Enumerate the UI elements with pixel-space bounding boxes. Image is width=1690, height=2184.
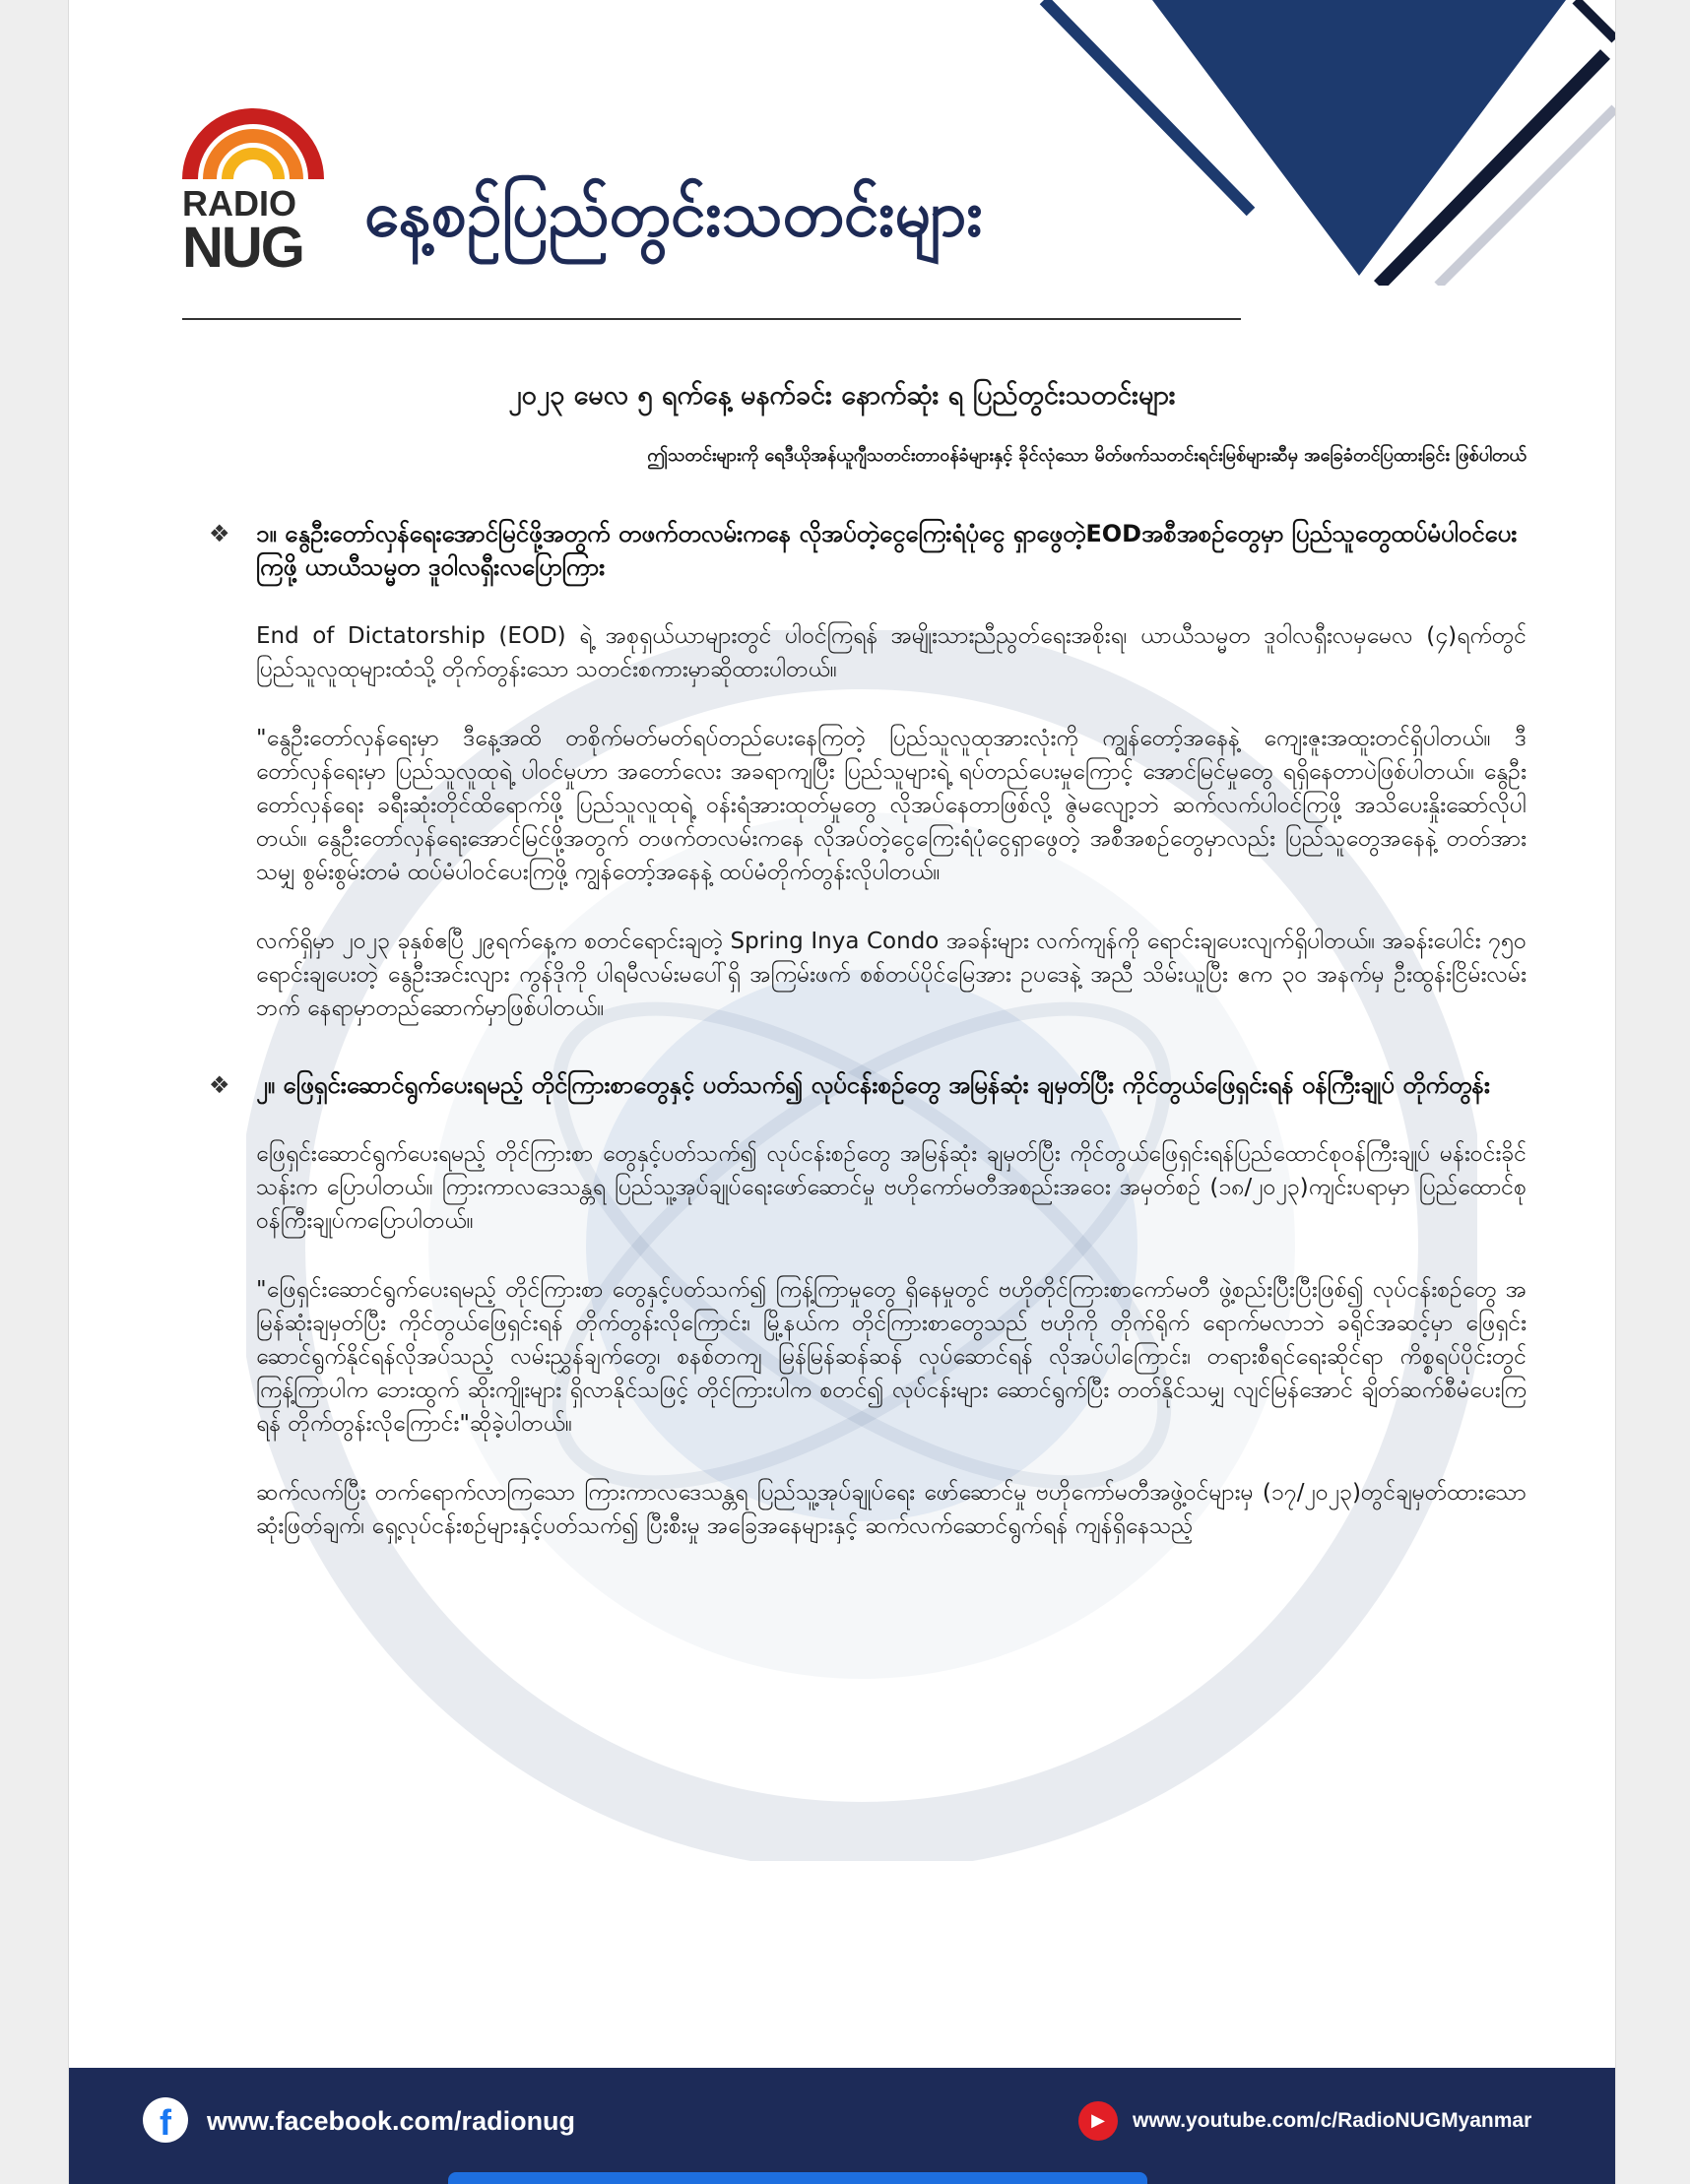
article-1-paragraph-1: End of Dictatorship (EOD) ရဲ့ အစုရှယ်ယာများတွင် ပါဝင်ကြရန် အမျိုးသားညီညွတ်ရေးအစိုးရ၊ ယာယီသမ္မတ ဒူဝါလရှီးလမှမေလ (၄)ရက်တွင် ပြည်သူလူထုများထံသို့ တိုက်တွန်းသော သတင်းစကားမှာဆိုထားပါတယ်။ <box>256 623 1527 682</box>
article-1-paragraph-3: လက်ရှိမှာ ၂၀၂၃ ခုနှစ်ဧပြီ ၂၉ရက်နေ့က စတင်ရောင်းချတဲ့ Spring Inya Condo အခန်းများ လက်ကျန်ကို ရောင်းချပေးလျက်ရှိပါတယ်။ အခန်းပေါင်း ၇၅၀ ရောင်းချပေးတဲ့ နွေဦးအင်းလျား ကွန်ဒိုကို ပါရမီလမ်းမပေါ်ရှိ အကြမ်းဖက် စစ်တပ်ပိုင်မြေအား ဥပဒေနဲ့ အညီ သိမ်းယူပြီး ဧက ၃၀ အနက်မှ ဦးထွန်းငြိမ်းလမ်းဘက် နေရာမှာတည်ဆောက်မှာဖြစ်ပါတယ်။ <box>256 929 1527 1021</box>
article-content <box>209 517 1527 1543</box>
article-2-paragraph-1: ဖြေရှင်းဆောင်ရွက်ပေးရမည့် တိုင်ကြားစာ တွေနှင့်ပတ်သက်၍ လုပ်ငန်းစဉ်တွေ အမြန်ဆုံး ချမှတ်ပြီး ကိုင်တွယ်ဖြေရှင်းရန်ပြည်ထောင်စုဝန်ကြီးချုပ် မန်းဝင်းခိုင်သန်းက ပြောပါတယ်။ ကြားကာလဒေသန္တရ ပြည်သူ့အုပ်ချုပ်ရေးဖော်ဆောင်မှု ဗဟိုကော်မတီအစည်းအဝေး အမှတ်စဉ် (၁၈/၂၀၂၃)ကျင်းပရာမှာ ပြည်ထောင်စုဝန်ကြီးချုပ်ကပြောပါတယ်။ <box>256 1141 1527 1234</box>
youtube-link[interactable]: www.youtube.com/c/RadioNUGMyanmar <box>1133 2109 1532 2132</box>
article-1-headline: ၁။ နွေဦးတော်လှန်ရေးအောင်မြင်ဖို့အတွက် တဖက်တလမ်းကနေ လိုအပ်တဲ့ငွေကြေးရံပုံငွေ ရှာဖွေတဲ့EODအစီအစဉ်တွေမှာ ပြည်သူတွေထပ်မံပါဝင်ပေးကြဖို့ ယာယီသမ္မတ ဒူဝါလရှီးလပြောကြား <box>256 520 1518 581</box>
source-note: ဤသတင်းများကို ရေဒီယိုအန်ယူဂျီသတင်းတာဝန်ခံများနှင့် ခိုင်လုံသော မိတ်ဖက်သတင်းရင်းမြစ်များဆီမှ အခြေခံတင်ပြထားခြင်း ဖြစ်ပါတယ် <box>647 445 1527 466</box>
article-2-paragraph-2: "ဖြေရှင်းဆောင်ရွက်ပေးရမည့် တိုင်ကြားစာ တွေနှင့်ပတ်သက်၍ ကြန့်ကြာမှုတွေ ရှိနေမှုတွင် ဗဟိုတိုင်ကြားစာကော်မတီ ဖွဲ့စည်းပြီးပြီးဖြစ်၍ လုပ်ငန်းစဉ်တွေ အမြန်ဆုံးချမှတ်ပြီး ကိုင်တွယ်ဖြေရှင်းရန် တိုက်တွန်းလိုကြောင်း၊ မြို့နယ်က တိုင်ကြားစာတွေသည် ဗဟိုကို တိုက်ရိုက် ရောက်မလာဘဲ ခရိုင်အဆင့်မှာ ဖြေရှင်းဆောင်ရွက်နိုင်ရန်လိုအပ်သည့် လမ်းညွှန်ချက်တွေ၊ စနစ်တကျ မြန်မြန်ဆန်ဆန် လုပ်ဆောင်ရန် လိုအပ်ပါကြောင်း၊ တရားစီရင်ရေးဆိုင်ရာ ကိစ္စရပ်ပိုင်းတွင် ကြန့်ကြာပါက ဘေးထွက် ဆိုးကျိုးများ ရှိလာနိုင်သဖြင့် တိုင်ကြားပါက စတင်၍ လုပ်ငန်းများ ဆောင်ရွက်ပြီး တတ်နိုင်သမျှ လျင်မြန်အောင် ချိတ်ဆက်စီမံပေးကြရန် တိုက်တွန်းလိုကြောင်း"ဆိုခဲ့ပါတယ်။ <box>256 1277 1527 1437</box>
article-2-headline: ၂။ ဖြေရှင်းဆောင်ရွက်ပေးရမည့် တိုင်ကြားစာတွေနှင့် ပတ်သက်၍ လုပ်ငန်းစဉ်တွေ အမြန်ဆုံး ချမှတ်ပြီး ကိုင်တွယ်ဖြေရှင်းရန် ဝန်ကြီးချုပ် တိုက်တွန်း <box>256 1071 1490 1099</box>
logo-radio-text: RADIO <box>182 183 296 224</box>
news-page <box>69 0 1615 2184</box>
footer-bar <box>69 2068 1615 2184</box>
facebook-link[interactable]: www.facebook.com/radionug <box>207 2106 576 2136</box>
radio-nug-logo <box>182 108 325 281</box>
page-title: နေ့စဉ်ပြည်တွင်းသတင်းများ <box>364 178 983 251</box>
article-headline <box>209 1068 1527 1102</box>
title-divider <box>182 318 1241 320</box>
diamond-bullet-icon: ❖ <box>209 520 230 547</box>
logo-nug-text: NUG <box>182 216 303 280</box>
news-date-heading: ၂၀၂၃ မေလ ၅ ရက်နေ့ မနက်ခင်း နောက်ဆုံး ရ ပြည်တွင်းသတင်းများ <box>508 380 1176 411</box>
footer-accent-bar <box>448 2172 1147 2184</box>
article-headline <box>209 517 1527 584</box>
diamond-bullet-icon: ❖ <box>209 1071 230 1099</box>
facebook-icon[interactable]: f <box>143 2097 188 2143</box>
broadcast-arcs-icon <box>182 108 325 187</box>
article-2-paragraph-3: ဆက်လက်ပြီး တက်ရောက်လာကြသော ကြားကာလဒေသန္တရ ပြည်သူ့အုပ်ချုပ်ရေး ဖော်ဆောင်မှု ဗဟိုကော်မတီအဖွဲ့ဝင်များမှ (၁၇/၂၀၂၃)တွင်ချမှတ်ထားသော ဆုံးဖြတ်ချက်၊ ရှေ့လုပ်ငန်းစဉ်များနှင့်ပတ်သက်၍ ပြီးစီးမှု အခြေအနေများနှင့် ဆက်လက်ဆောင်ရွက်ရန် ကျန်ရှိနေသည့် <box>256 1480 1527 1539</box>
article-1-paragraph-2: "နွေဦးတော်လှန်ရေးမှာ ဒီနေ့အထိ တစိုက်မတ်မတ်ရပ်တည်ပေးနေကြတဲ့ ပြည်သူလူထုအားလုံးကို ကျွန်တော့်အနေနဲ့ ကျေးဇူးအထူးတင်ရှိပါတယ်။ ဒီတော်လှန်ရေးမှာ ပြည်သူလူထုရဲ့ ပါဝင်မှုဟာ အတော်လေး အခရာကျပြီး ပြည်သူများရဲ့ ရပ်တည်ပေးမှုကြောင့် အောင်မြင်မှုတွေ ရရှိနေတာပဲဖြစ်ပါတယ်။ နွေဦးတော်လှန်ရေး ခရီးဆုံးတိုင်ထိရောက်ဖို့ ပြည်သူလူထုရဲ့ ဝန်းရံအားထုတ်မှုတွေ လိုအပ်နေတာဖြစ်လို့ ဇွဲမလျော့ဘဲ ဆက်လက်ပါဝင်ကြဖို့ အသိပေးနှိုးဆော်လိုပါတယ်။ နွေဦးတော်လှန်ရေးအောင်မြင်ဖို့အတွက် တဖက်တလမ်းကနေ လိုအပ်တဲ့ငွေကြေးရံပုံငွေရှာဖွေတဲ့ အစီအစဉ်တွေမှာလည်း ပြည်သူတွေအနေနဲ့ တတ်အားသမျှ စွမ်းစွမ်းတမံ ထပ်မံပါဝင်ပေးကြဖို့ ကျွန်တော့်အနေနဲ့ ထပ်မံတိုက်တွန်းလိုပါတယ်။ <box>256 726 1527 885</box>
youtube-play-icon[interactable]: ▶ <box>1078 2101 1118 2141</box>
corner-decoration <box>926 0 1615 286</box>
